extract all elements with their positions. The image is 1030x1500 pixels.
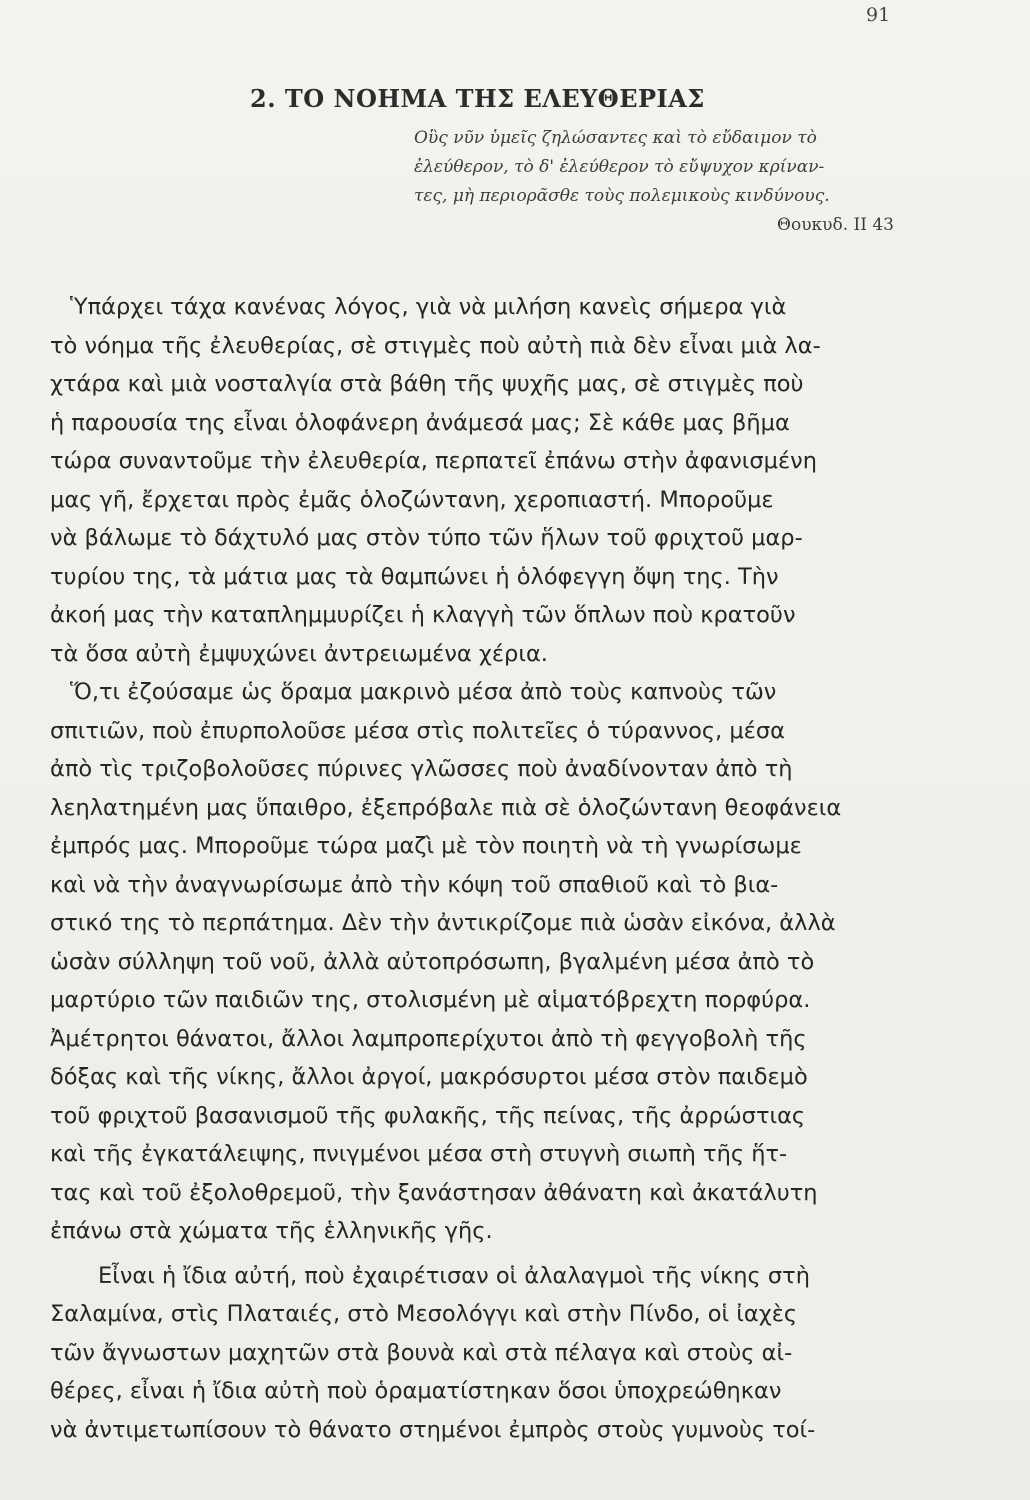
text-line: μαρτύριο τῶν παιδιῶν της, στολισμένη μὲ αἱματόβρεχτη πορφύρα. (50, 987, 811, 1013)
text-line: μας γῆ, ἔρχεται πρὸς ἐμᾶς ὁλοζώντανη, χεροπιαστή. Μποροῦμε (50, 486, 774, 513)
epigraph-line: ἐλεύθερον, τὸ δ' ἐλεύθερον τὸ εὔψυχον κρίναν- (414, 157, 825, 177)
text-line: ἐμπρός μας. Μποροῦμε τώρα μαζὶ μὲ τὸν ποιητὴ νὰ τὴ γνωρίσωμε (50, 833, 802, 859)
text-line: τοῦ φριχτοῦ βασανισμοῦ τῆς φυλακῆς, τῆς πείνας, τῆς ἀρρώστιας (50, 1102, 806, 1129)
text-line: τῶν ἄγνωστων μαχητῶν στὰ βουνὰ καὶ στὰ πέλαγα καὶ στοὺς αἰ- (50, 1339, 793, 1366)
text-line: τὸ νόημα τῆς ἐλευθερίας, σὲ στιγμὲς ποὺ αὐτὴ πιὰ δὲν εἶναι μιὰ λα- (50, 332, 821, 359)
paragraph-2 (50, 673, 920, 1251)
text-line: χτάρα καὶ μιὰ νοσταλγία στὰ βάθη τῆς ψυχῆς μας, σὲ στιγμὲς ποὺ (50, 371, 804, 397)
text-line: τυρίου της, τὰ μάτια μας τὰ θαμπώνει ἡ ὁλόφεγγη ὄψη της. Τὴν (50, 563, 779, 590)
text-line: νὰ ἀντιμετωπίσουν τὸ θάνατο στημένοι ἐμπρὸς στοὺς γυμνοὺς τοί- (50, 1416, 816, 1443)
text-line: ἀκοή μας τὴν καταπλημμυρίζει ἡ κλαγγὴ τῶν ὅπλων ποὺ κρατοῦν (50, 602, 796, 628)
paragraph-1 (50, 288, 920, 673)
epigraph-line: τες, μὴ περιορᾶσθε τοὺς πολεμικοὺς κινδύνους. (414, 186, 830, 206)
text-line: στικό της τὸ περπάτημα. Δὲν τὴν ἀντικρίζομε πιὰ ὡσὰν εἰκόνα, ἀλλὰ (50, 910, 836, 936)
paragraph-3 (50, 1257, 920, 1450)
text-line: Ὅ,τι ἐζούσαμε ὡς ὅραμα μακρινὸ μέσα ἀπὸ τοὺς καπνοὺς τῶν (70, 679, 777, 705)
page-number: 91 (866, 4, 891, 26)
epigraph-line: Οὓς νῦν ὑμεῖς ζηλώσαντες καὶ τὸ εὔδαιμον τὸ (414, 128, 817, 148)
text-line: σπιτιῶν, ποὺ ἐπυρπολοῦσε μέσα στὶς πολιτεῖες ὁ τύραννος, μέσα (50, 717, 785, 744)
text-line: δόξας καὶ τῆς νίκης, ἄλλοι ἀργοί, μακρόσυρτοι μέσα στὸν παιδεμὸ (50, 1064, 808, 1090)
text-line: νὰ βάλωμε τὸ δάχτυλό μας στὸν τύπο τῶν ἥλων τοῦ φριχτοῦ μαρ- (50, 525, 803, 551)
text-line: τὰ ὅσα αὐτὴ ἐμψυχώνει ἀντρειωμένα χέρια. (50, 640, 548, 667)
text-line: καὶ νὰ τὴν ἀναγνωρίσωμε ἀπὸ τὴν κόψη τοῦ σπαθιοῦ καὶ τὸ βια- (50, 871, 779, 898)
epigraph-source: Θουκυδ. ΙΙ 43 (777, 215, 894, 235)
text-line: Ὑπάρχει τάχα κανένας λόγος, γιὰ νὰ μιλήση κανεὶς σήμερα γιὰ (70, 294, 787, 320)
body-text (50, 288, 920, 1449)
text-line: τας καὶ τοῦ ἐξολοθρεμοῦ, τὴν ξανάστησαν ἀθάνατη καὶ ἀκατάλυτη (50, 1179, 818, 1206)
epigraph (414, 124, 904, 240)
text-line: τώρα συναντοῦμε τὴν ἐλευθερία, περπατεῖ ἐπάνω στὴν ἀφανισμένη (50, 448, 817, 474)
text-line: Εἶναι ἡ ἴδια αὐτή, ποὺ ἐχαιρέτισαν οἱ ἀλαλαγμοὶ τῆς νίκης στὴ (98, 1262, 810, 1289)
text-line: ὡσὰν σύλληψη τοῦ νοῦ, ἀλλὰ αὐτοπρόσωπη, βγαλμένη μέσα ἀπὸ τὸ (50, 948, 815, 975)
chapter-title: 2. ΤΟ ΝΟΗΜΑ ΤΗΣ ΕΛΕΥΘΕΡΙΑΣ (250, 84, 705, 113)
text-line: Ἀμέτρητοι θάνατοι, ἄλλοι λαμπροπερίχυτοι ἀπὸ τὴ φεγγοβολὴ τῆς (50, 1025, 807, 1052)
text-line: ἐπάνω στὰ χώματα τῆς ἑλληνικῆς γῆς. (50, 1218, 493, 1244)
text-line: ἡ παρουσία της εἶναι ὁλοφάνερη ἀνάμεσά μας; Σὲ κάθε μας βῆμα (50, 409, 790, 436)
text-line: θέρες, εἶναι ἡ ἴδια αὐτὴ ποὺ ὁραματίστηκαν ὅσοι ὑποχρεώθηκαν (50, 1378, 782, 1404)
text-line: λεηλατημένη μας ὕπαιθρο, ἐξεπρόβαλε πιὰ σὲ ὁλοζώντανη θεοφάνεια (50, 794, 842, 821)
text-line: καὶ τῆς ἐγκατάλειψης, πνιγμένοι μέσα στὴ στυγνὴ σιωπὴ τῆς ἥτ- (50, 1141, 788, 1167)
text-line: Σαλαμίνα, στὶς Πλαταιές, στὸ Μεσολόγγι καὶ στὴν Πίνδο, οἱ ἰαχὲς (50, 1301, 798, 1327)
text-line: ἀπὸ τὶς τριζοβολοῦσες πύρινες γλῶσσες ποὺ ἀναδίνονταν ἀπὸ τὴ (50, 756, 793, 782)
